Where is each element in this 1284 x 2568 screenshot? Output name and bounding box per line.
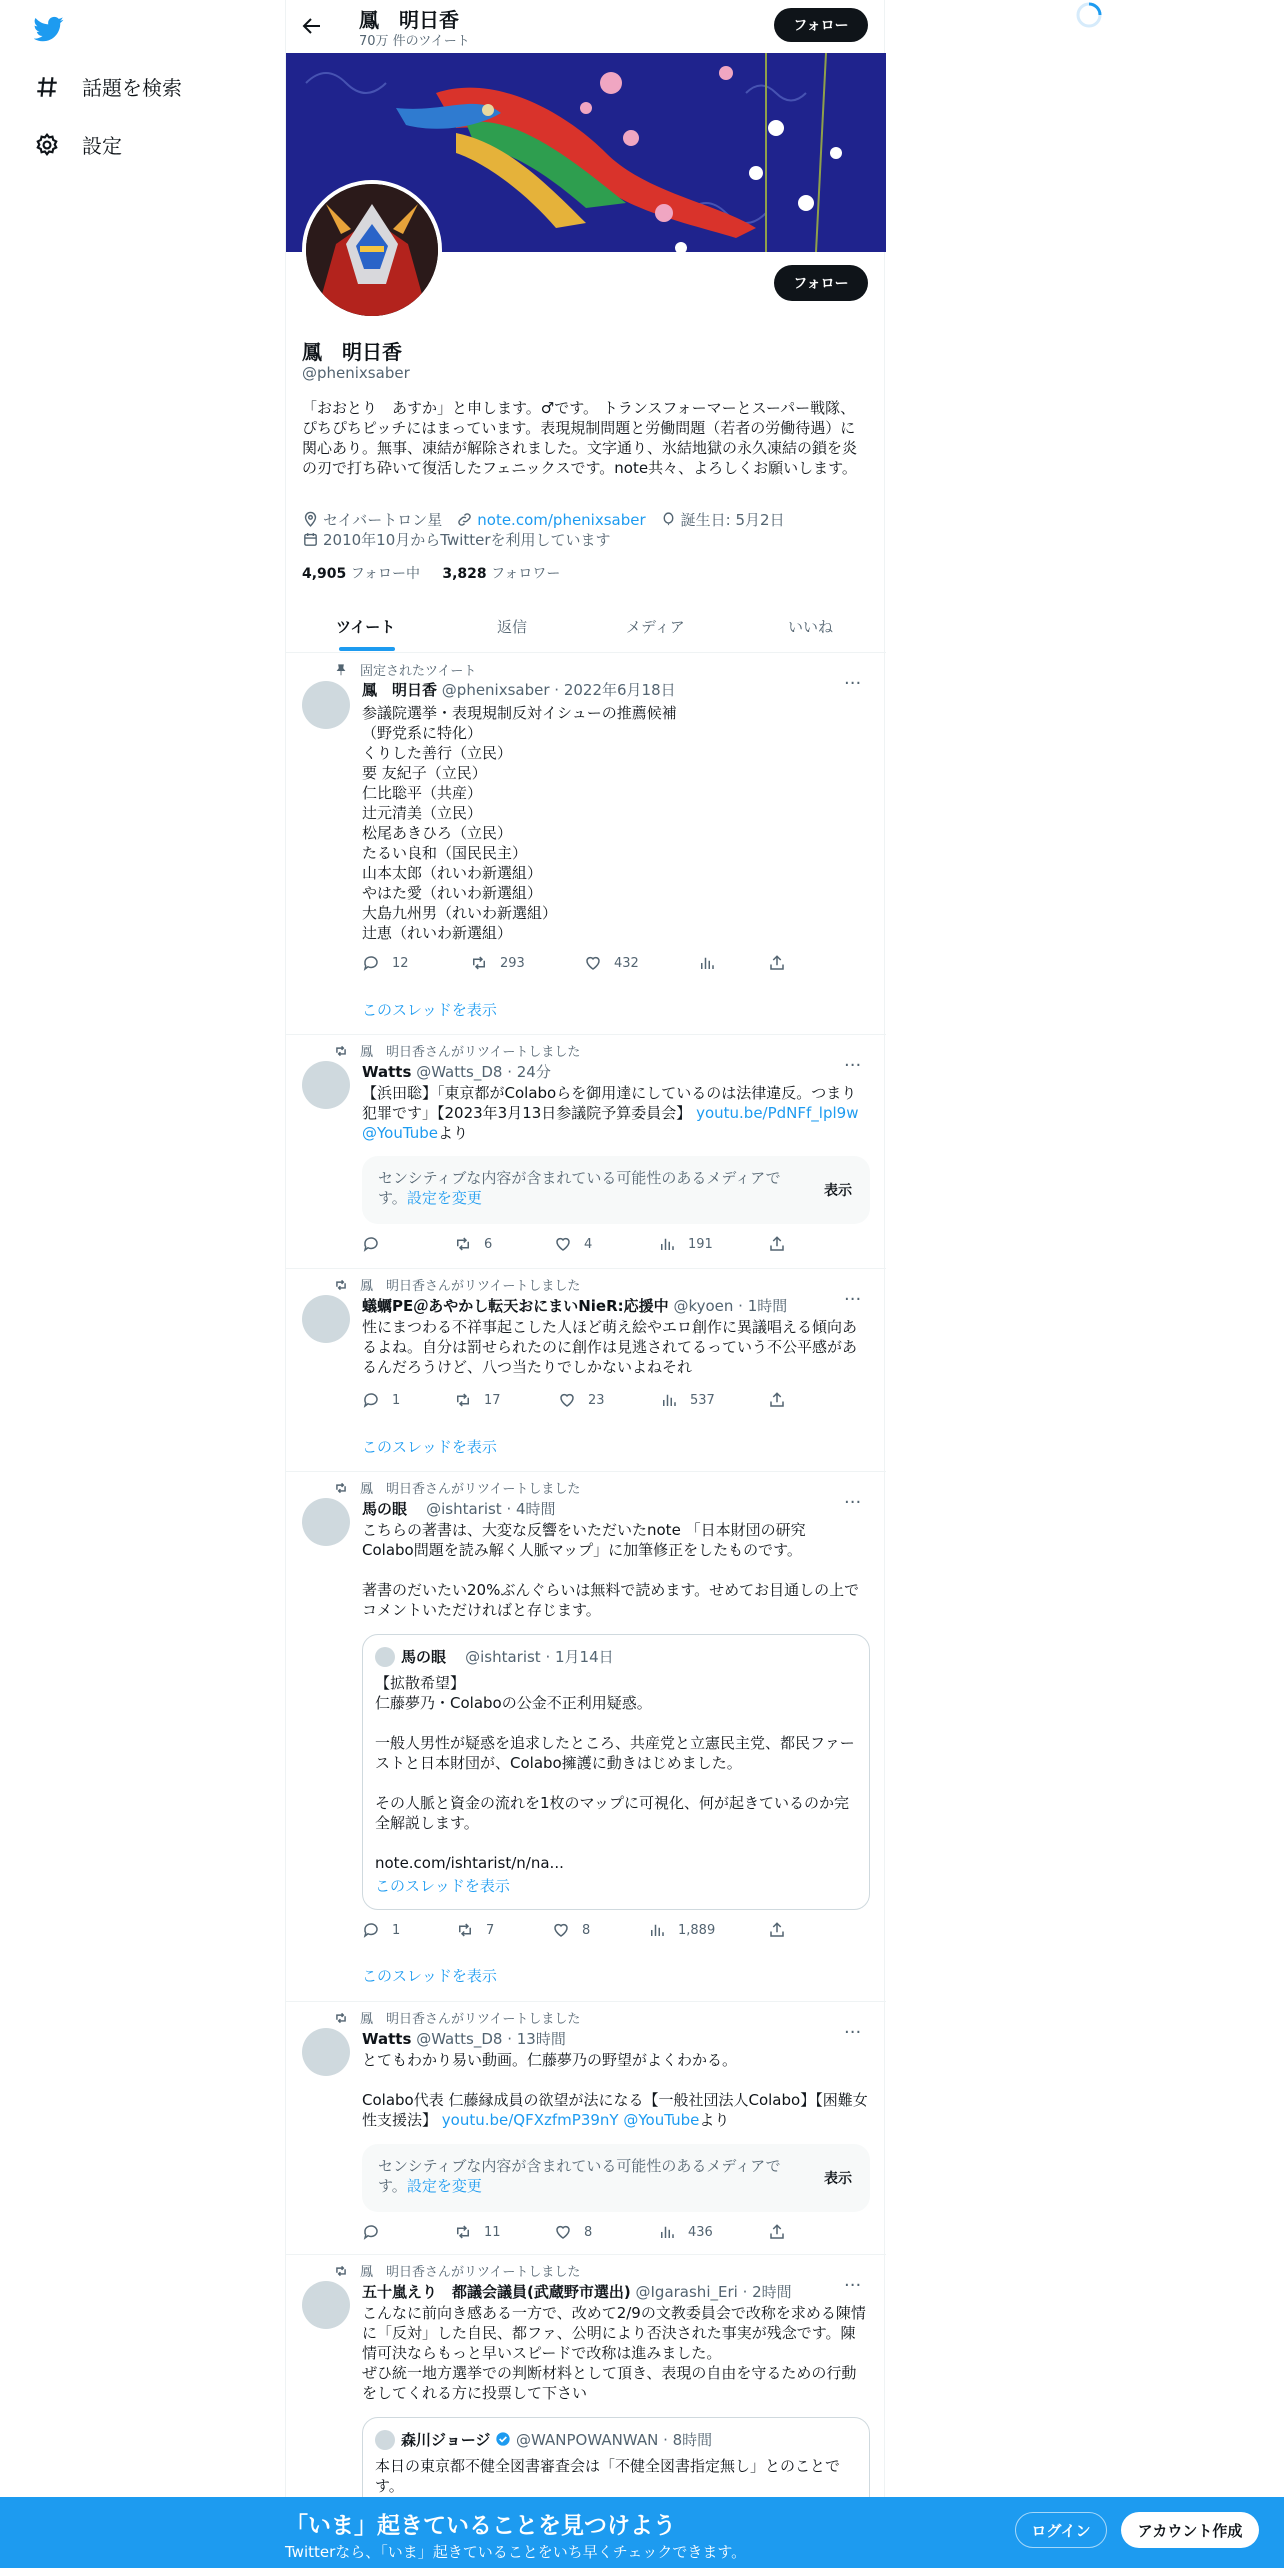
tweet-text: こちらの著書は、大変な反響をいただいたnote 「日本財団の研究 Colabo問題を読み解く人脈マップ」に加筆修正をしたものです。 著書のだいたい20%ぶんぐらいは無料で読めます。せめてお目通しの上でコメントいただければと存じます。 bbox=[362, 1521, 860, 1619]
profile-follow-button[interactable]: フォロー bbox=[774, 265, 868, 301]
tweet-link[interactable]: youtu.be/QFXzfmP39nY bbox=[441, 2111, 619, 2129]
tweet-mention-link[interactable]: @YouTube bbox=[623, 2111, 700, 2129]
followers-link[interactable] bbox=[442, 566, 560, 582]
tab-replies[interactable]: 返信 bbox=[497, 618, 528, 636]
views-button[interactable] bbox=[658, 2223, 713, 2241]
tweet[interactable] bbox=[286, 653, 886, 1035]
retweet-icon bbox=[456, 1921, 474, 1939]
nav-explore[interactable] bbox=[34, 72, 182, 101]
tweet-header bbox=[362, 679, 676, 700]
following-count: 4,905 bbox=[302, 566, 347, 582]
tweet-text: こんなに前向き感ある一方で、改めて2/9の文教委員会で改称を求める陳情に「反対」した自民、都ファ、公明により否決された事実が残念です。陳情可決ならもっと早いスピードで改称は進みました。 ぜひ統一地方選挙での判断材料として頂き、表現の自由を守るための行動をしてくれる方に投票して下さい bbox=[362, 2304, 866, 2402]
reply-icon bbox=[362, 1391, 380, 1409]
more-options-icon[interactable]: ··· bbox=[844, 2275, 862, 2296]
reply-button[interactable] bbox=[362, 1391, 400, 1409]
profile-avatar[interactable] bbox=[302, 180, 442, 320]
more-options-icon[interactable]: ··· bbox=[844, 673, 862, 694]
reply-icon bbox=[362, 954, 380, 972]
topbar-follow-button[interactable]: フォロー bbox=[774, 8, 868, 42]
tweet[interactable] bbox=[286, 1269, 886, 1472]
robot-avatar-icon bbox=[306, 184, 438, 316]
retweet-button[interactable] bbox=[454, 1235, 492, 1253]
quoted-author-name: 馬の眼 bbox=[401, 1648, 447, 1666]
tweet-context bbox=[334, 660, 476, 679]
retweet-icon bbox=[470, 954, 488, 972]
like-button[interactable] bbox=[584, 954, 639, 972]
profile-bio: 「おおとり あすか」と申します。♂です。 トランスフォーマーとスーパー戦隊、ぴちぴちピッチにはまっています。表現規制問題と労働問題（若者の労働待遇）に関心あり。無事、凍結が解除されました。文字通り、氷結地獄の永久凍結の鎖を炎の刃で打ち砕いて復活したフェニックスです。note共々、よろしくお願いします。 bbox=[302, 399, 858, 477]
retweet-icon bbox=[334, 1278, 348, 1292]
tweet-context bbox=[334, 1041, 580, 1060]
like-count: 432 bbox=[614, 955, 639, 971]
tweet-text: 性にまつわる不祥事起こした人ほど萌え絵やエロ創作に異議唱える傾向あるよね。自分は罰せられたのに創作は見逃されてるっていう不公平感があるんだろうけど、八つ当たりでしかないよねそれ bbox=[362, 1318, 858, 1376]
balloon-icon bbox=[660, 511, 677, 528]
avatar[interactable] bbox=[302, 1295, 350, 1343]
tweet-text-part: とてもわかり易い動画。仁藤夢乃の野望がよくわかる。 Colabo代表 仁藤縁成員の欲望が法になる【一般社団法人Colabo】【困難女性支援法】 bbox=[362, 2051, 868, 2129]
tweet-author-meta: @Igarashi_Eri · 2時間 bbox=[635, 2283, 792, 2301]
bar-chart-icon bbox=[648, 1921, 666, 1939]
link-icon bbox=[456, 511, 473, 528]
tweet-context-label: 鳳 明日香さんがリツイートしました bbox=[360, 2012, 581, 2027]
heart-icon bbox=[554, 2223, 572, 2241]
tweet-context bbox=[334, 1275, 580, 1294]
gear-icon bbox=[34, 132, 60, 158]
profile-meta-row bbox=[302, 509, 785, 530]
nav-settings-label: 設定 bbox=[82, 134, 122, 158]
sensitive-text bbox=[378, 2156, 788, 2196]
tweet-author-meta: @ishtarist · 4時間 bbox=[426, 1500, 556, 1518]
retweet-count: 6 bbox=[484, 1236, 493, 1252]
share-icon bbox=[768, 1921, 786, 1939]
reply-count: 12 bbox=[392, 955, 409, 971]
profile-tabs bbox=[286, 600, 886, 653]
show-thread-link[interactable]: このスレッドを表示 bbox=[362, 1438, 497, 1456]
avatar[interactable] bbox=[302, 681, 350, 729]
more-options-icon[interactable]: ··· bbox=[844, 1492, 862, 1513]
tweet-actions bbox=[362, 2223, 782, 2243]
view-count: 436 bbox=[688, 2224, 713, 2240]
tab-tweets[interactable]: ツイート bbox=[336, 618, 396, 636]
quoted-tweet-text: 【拡散希望】 仁藤夢乃・Colaboの公金不正利用疑惑。 一般人男性が疑惑を追求したところ、共産党と立憲民主党、都民ファーストと日本財団が、Colabo擁護に動きはじめました。 その人脈と資金の流れを1枚のマップに可視化、何が起きているのか完全解説します。 note.com/ishtarist/n/na... bbox=[375, 1674, 855, 1872]
twitter-logo-icon[interactable] bbox=[34, 14, 64, 44]
show-media-button[interactable]: 表示 bbox=[824, 2171, 852, 2187]
profile-birthday: 誕生日: 5月2日 bbox=[680, 511, 785, 529]
bar-chart-icon bbox=[660, 1391, 678, 1409]
retweet-icon bbox=[334, 1481, 348, 1495]
tweet-actions bbox=[362, 954, 782, 974]
profile-joined: 2010年10月からTwitterを利用しています bbox=[323, 531, 611, 549]
retweet-icon bbox=[334, 2011, 348, 2025]
like-button[interactable] bbox=[554, 1235, 592, 1253]
tweet-context bbox=[334, 2008, 580, 2027]
view-count: 537 bbox=[690, 1392, 715, 1408]
tweet-actions bbox=[362, 1391, 782, 1411]
tweet-link[interactable]: youtu.be/PdNFf_lpl9w bbox=[696, 1104, 859, 1122]
share-button[interactable] bbox=[768, 954, 798, 972]
reply-count: 1 bbox=[392, 1392, 401, 1408]
login-button[interactable]: ログイン bbox=[1015, 2512, 1107, 2548]
bar-chart-icon bbox=[658, 1235, 676, 1253]
calendar-icon bbox=[302, 531, 319, 548]
heart-icon bbox=[552, 1921, 570, 1939]
quoted-author-meta: @WANPOWANWAN · 8時間 bbox=[515, 2431, 713, 2449]
heart-icon bbox=[554, 1235, 572, 1253]
profile-name: 鳳 明日香 bbox=[302, 340, 402, 364]
share-button[interactable] bbox=[768, 1235, 798, 1253]
tweet[interactable] bbox=[286, 1472, 886, 2002]
tweet-header bbox=[362, 1498, 556, 1519]
tweet-context-label: 鳳 明日香さんがリツイートしました bbox=[360, 1279, 581, 1294]
heart-icon bbox=[584, 954, 602, 972]
tab-media[interactable]: メディア bbox=[626, 618, 685, 636]
more-options-icon[interactable]: ··· bbox=[844, 1055, 862, 1076]
tweet-text-part: 【浜田聡】「東京都がColaboらを御用達にしているのは法律違反。つまり犯罪です」【2023年3月13日参議院予算委員会】 bbox=[362, 1084, 857, 1122]
tweet-actions bbox=[362, 1921, 782, 1941]
reply-icon bbox=[362, 1235, 380, 1253]
quoted-tweet-header bbox=[401, 1646, 614, 1667]
retweet-count: 7 bbox=[486, 1922, 495, 1938]
sensitive-label: センシティブな内容が含まれている可能性のあるメディアです。 bbox=[378, 1169, 781, 1207]
share-icon bbox=[768, 954, 786, 972]
more-options-icon[interactable]: ··· bbox=[844, 2022, 862, 2043]
like-button[interactable] bbox=[554, 2223, 592, 2241]
tweet-author-meta: @kyoen · 1時間 bbox=[673, 1297, 788, 1315]
avatar[interactable] bbox=[302, 2028, 350, 2076]
followers-count: 3,828 bbox=[442, 566, 487, 582]
verified-badge-icon bbox=[495, 2431, 511, 2447]
show-media-button[interactable]: 表示 bbox=[824, 1183, 852, 1199]
quoted-show-thread-link[interactable]: このスレッドを表示 bbox=[375, 1877, 510, 1895]
tweet-mention-link[interactable]: @YouTube bbox=[362, 1124, 438, 1142]
like-count: 23 bbox=[588, 1392, 605, 1408]
reply-icon bbox=[362, 1921, 380, 1939]
sensitive-media-notice bbox=[362, 1156, 870, 1224]
signup-banner-subtitle: Twitterなら、「いま」起きていることをいち早くチェックできます。 bbox=[285, 2543, 747, 2561]
views-button[interactable] bbox=[658, 1235, 713, 1253]
views-button[interactable] bbox=[698, 954, 728, 972]
like-button[interactable] bbox=[558, 1391, 605, 1409]
share-button[interactable] bbox=[768, 2223, 798, 2241]
avatar[interactable] bbox=[302, 1498, 350, 1546]
sensitive-text bbox=[378, 1168, 788, 1208]
change-settings-link[interactable]: 設定を変更 bbox=[406, 2177, 482, 2195]
more-options-icon[interactable]: ··· bbox=[844, 1289, 862, 1310]
share-icon bbox=[768, 1391, 786, 1409]
tweet-context-label: 固定されたツイート bbox=[360, 664, 477, 679]
change-settings-link[interactable]: 設定を変更 bbox=[406, 1189, 482, 1207]
profile-follow-stats bbox=[302, 563, 560, 583]
quoted-tweet-text: 本日の東京都不健全図書審査会は「不健全図書指定無し」とのことです。 bbox=[375, 2457, 841, 2495]
like-button[interactable] bbox=[552, 1921, 590, 1939]
tweet-context-label: 鳳 明日香さんがリツイートしました bbox=[360, 1045, 581, 1060]
tweet-header bbox=[362, 2028, 566, 2049]
tweet-header bbox=[362, 1295, 787, 1316]
tweet-text-part: より bbox=[438, 1124, 469, 1142]
avatar[interactable] bbox=[302, 1061, 350, 1109]
tweet-context-label: 鳳 明日香さんがリツイートしました bbox=[360, 1482, 581, 1497]
profile-topbar bbox=[286, 0, 886, 53]
reply-button[interactable] bbox=[362, 954, 409, 972]
tweet-author-name[interactable]: Watts bbox=[362, 1063, 412, 1081]
retweet-icon bbox=[454, 2223, 472, 2241]
like-count: 8 bbox=[584, 2224, 593, 2240]
views-button[interactable] bbox=[660, 1391, 715, 1409]
avatar[interactable] bbox=[375, 2430, 395, 2450]
profile-joined-row bbox=[302, 529, 611, 550]
quoted-author-meta: @ishtarist · 1月14日 bbox=[465, 1648, 614, 1666]
tweet-author-meta: @Watts_D8 · 13時間 bbox=[416, 2030, 566, 2048]
tweet-actions bbox=[362, 1235, 782, 1255]
profile-handle: @phenixsaber bbox=[302, 364, 410, 382]
retweet-button[interactable] bbox=[456, 1921, 494, 1939]
bar-chart-icon bbox=[698, 954, 716, 972]
share-button[interactable] bbox=[768, 1391, 798, 1409]
bar-chart-icon bbox=[658, 2223, 676, 2241]
view-count: 191 bbox=[688, 1236, 713, 1252]
like-count: 4 bbox=[584, 1236, 593, 1252]
share-icon bbox=[768, 1235, 786, 1253]
retweet-count: 11 bbox=[484, 2224, 501, 2240]
retweet-button[interactable] bbox=[454, 2223, 501, 2241]
tweet[interactable] bbox=[286, 2002, 886, 2255]
back-arrow-icon[interactable] bbox=[300, 14, 324, 38]
retweet-icon bbox=[454, 1391, 472, 1409]
quoted-tweet-header bbox=[401, 2429, 712, 2450]
show-thread-link[interactable]: このスレッドを表示 bbox=[362, 1967, 497, 1985]
views-button[interactable] bbox=[648, 1921, 715, 1939]
tweet-text: 参議院選挙・表現規制反対イシューの推薦候補 （野党系に特化） くりした善行（立民） 要 友紀子（立民） 仁比聡平（共産） 辻元清美（立民） 松尾あきひろ（立民） たるい良和（国民民主） 山本太郎（れいわ新選組） やはた愛（れいわ新選組） 大島九州男（れいわ新選組） 辻恵（れいわ新選組） bbox=[362, 704, 677, 942]
tweet-header bbox=[362, 1061, 551, 1082]
reply-button[interactable] bbox=[362, 1921, 400, 1939]
tweet-text bbox=[362, 2050, 870, 2130]
profile-column bbox=[285, 0, 885, 2568]
loading-spinner-icon bbox=[1074, 0, 1104, 30]
tweet-author-meta: @phenixsaber · 2022年6月18日 bbox=[441, 681, 676, 699]
profile-location: セイバートロン星 bbox=[323, 511, 443, 529]
signup-banner-title: 「いま」起きていることを見つけよう bbox=[285, 2513, 676, 2539]
avatar[interactable] bbox=[375, 1647, 395, 1667]
retweet-count: 17 bbox=[484, 1392, 501, 1408]
nav-explore-label: 話題を検索 bbox=[82, 76, 182, 100]
tab-likes[interactable]: いいね bbox=[788, 618, 834, 636]
tweet-author-name[interactable]: 馬の眼 bbox=[362, 1500, 408, 1518]
retweet-icon bbox=[454, 1235, 472, 1253]
topbar-name: 鳳 明日香 bbox=[359, 8, 459, 32]
retweet-count: 293 bbox=[500, 955, 525, 971]
retweet-button[interactable] bbox=[470, 954, 525, 972]
tweet-header bbox=[362, 2281, 792, 2302]
tweet-author-name[interactable]: Watts bbox=[362, 2030, 412, 2048]
tweet-author-name[interactable]: 五十嵐えり 都議会議員(武蔵野市選出) bbox=[362, 2283, 631, 2301]
reply-icon bbox=[362, 2223, 380, 2241]
show-thread-link[interactable]: このスレッドを表示 bbox=[362, 1001, 497, 1019]
profile-website-link[interactable]: note.com/phenixsaber bbox=[477, 510, 646, 529]
retweet-icon bbox=[334, 1044, 348, 1058]
tweet-context-label: 鳳 明日香さんがリツイートしました bbox=[360, 2265, 581, 2280]
reply-button[interactable] bbox=[362, 2223, 392, 2241]
nav-settings[interactable] bbox=[34, 130, 122, 159]
following-label: フォロー中 bbox=[350, 566, 421, 582]
reply-count: 1 bbox=[392, 1922, 401, 1938]
like-count: 8 bbox=[582, 1922, 591, 1938]
tweet-context bbox=[334, 1478, 580, 1497]
topbar-tweet-count: 70万 件のツイート bbox=[359, 34, 470, 49]
sensitive-media-notice bbox=[362, 2144, 870, 2212]
tweet-context bbox=[334, 2261, 580, 2280]
following-link[interactable] bbox=[302, 566, 420, 582]
tweet-author-name[interactable]: 鳳 明日香 bbox=[362, 681, 438, 699]
tweet[interactable] bbox=[286, 1035, 886, 1269]
quoted-author-name: 森川ジョージ bbox=[401, 2431, 491, 2449]
tweet-author-name[interactable]: 蟻蠣PE＠あやかし転天おにまいNieR:応援中 bbox=[362, 1297, 669, 1315]
retweet-icon bbox=[334, 2264, 348, 2278]
view-count: 1,889 bbox=[678, 1922, 716, 1938]
heart-icon bbox=[558, 1391, 576, 1409]
hashtag-icon bbox=[34, 74, 60, 100]
followers-label: フォロワー bbox=[491, 566, 561, 582]
retweet-button[interactable] bbox=[454, 1391, 501, 1409]
signup-button[interactable]: アカウント作成 bbox=[1121, 2512, 1259, 2548]
sensitive-label: センシティブな内容が含まれている可能性のあるメディアです。 bbox=[378, 2157, 781, 2195]
signup-banner bbox=[0, 2497, 1284, 2568]
tweet-author-meta: @Watts_D8 · 24分 bbox=[416, 1063, 551, 1081]
tweet-text bbox=[362, 1083, 870, 1143]
quoted-tweet[interactable] bbox=[362, 1634, 870, 1910]
share-button[interactable] bbox=[768, 1921, 798, 1939]
avatar[interactable] bbox=[302, 2281, 350, 2329]
pin-icon bbox=[334, 663, 348, 677]
location-pin-icon bbox=[302, 511, 319, 528]
active-tab-indicator bbox=[339, 647, 395, 651]
share-icon bbox=[768, 2223, 786, 2241]
reply-button[interactable] bbox=[362, 1235, 392, 1253]
tweet-text-part: より bbox=[699, 2111, 730, 2129]
